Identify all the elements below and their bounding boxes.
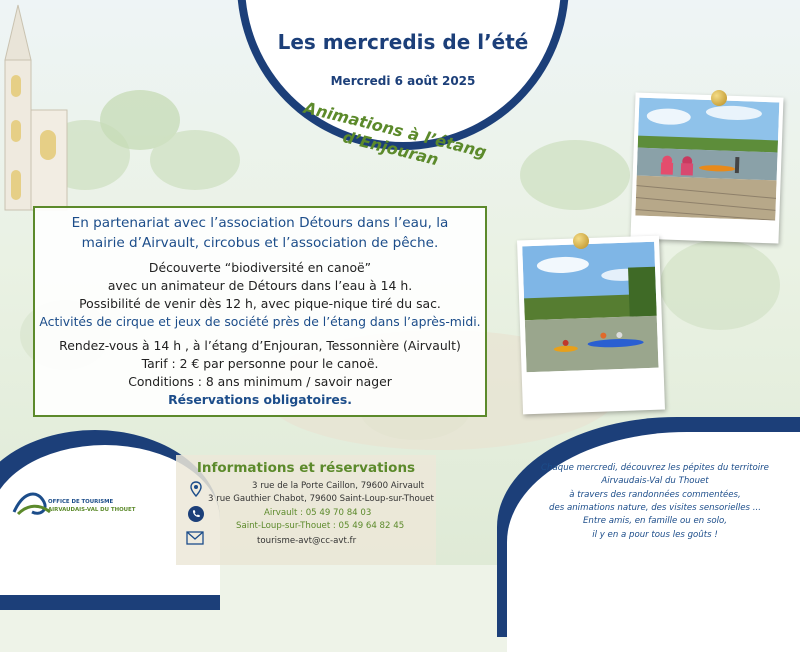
event-subtitle: Animations à l’étang d’Enjouran [302,97,489,170]
partnership-line-2: mairie d’Airvault, circobus et l’association de pêche. [81,234,439,251]
address-saint-loup: 3 rue Gauthier Chabot, 79600 Saint-Loup-sur-Thouet [208,494,434,504]
promo-line-1: Chaque mercredi, découvrez les pépites du territoire [541,463,769,473]
email-link[interactable]: tourisme-avt@cc-avt.fr [257,536,357,546]
partnership-line-1: En partenariat avec l’association Détours dans l’eau, la [71,215,449,231]
phone-airvault[interactable]: Airvault : 05 49 70 84 03 [264,508,372,518]
pin-icon [711,90,727,106]
promo-line-6: il y en a pour tous les goûts ! [592,529,718,540]
logo-text [48,499,135,514]
photo-lake-picnic [630,92,783,243]
church-illustration [0,0,70,215]
pin-icon [573,233,589,249]
location-icon [188,481,204,497]
detail-line-2: avec un animateur de Détours dans l’eau à 14 h. [107,278,413,294]
detail-line-7: Conditions : 8 ans minimum / savoir nager [128,374,392,390]
event-details-box [33,206,487,417]
detail-line-5: Rendez-vous à 14 h , à l’étang d’Enjouran, Tessonnière (Airvault) [59,338,461,354]
detail-line-4: Activités de cirque et jeux de société près de l’étang dans l’après-midi. [39,314,481,330]
promo-line-5: Entre amis, en famille ou en solo, [582,516,728,527]
photo-canoes [517,236,665,415]
promo-line-4: des animations nature, des visites sensorielles ... [549,502,761,513]
phone-icon [188,506,204,522]
promo-line-2: Airvaudais-Val du Thouet [601,476,709,487]
phone-saint-loup[interactable]: Saint-Loup-sur-Thouet : 05 49 64 82 45 [236,521,405,531]
detail-line-6: Tarif : 2 € par personne pour le canoë. [141,356,379,372]
detail-line-3: Possibilité de venir dès 12 h, avec pique-nique tiré du sac. [79,296,441,312]
logo-line-2: AIRVAUDAIS-VAL DU THOUET [48,506,136,513]
reservations-required: Réservations obligatoires. [168,392,352,408]
logo-line-1: OFFICE DE TOURISME [48,499,114,505]
mail-icon [186,531,204,545]
info-title: Informations et réservations [196,460,416,476]
address-airvault: 3 rue de la Porte Caillon, 79600 Airvault [252,481,425,491]
page-title: Les mercredis de l’été [277,30,529,54]
event-date: Mercredi 6 août 2025 [330,74,476,88]
promo-line-3: à travers des randonnées commentées, [569,489,741,500]
detail-line-1: Découverte “biodiversité en canoë” [148,260,372,276]
promo-text [523,462,787,542]
